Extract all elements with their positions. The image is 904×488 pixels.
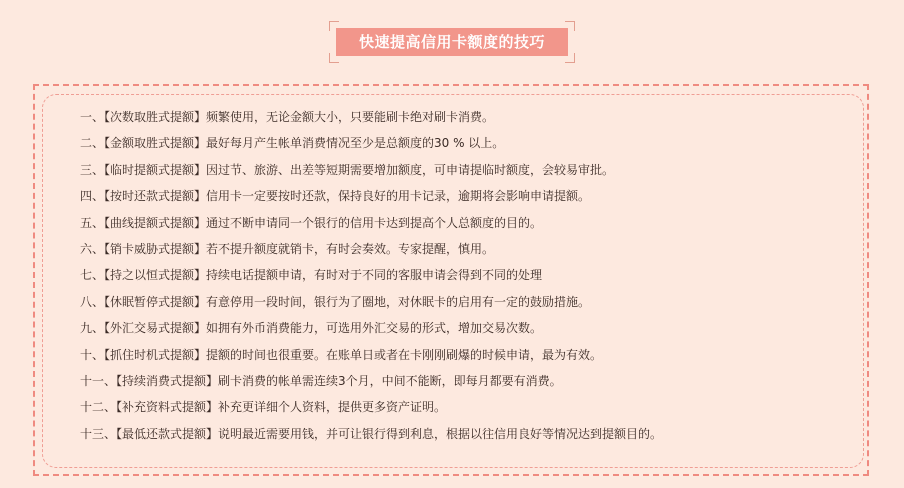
tip-item-11: 十一、【持续消费式提额】刷卡消费的帐单需连续3个月，中间不能断，即每月都要有消费。	[80, 373, 562, 388]
tip-item-7: 七、【持之以恒式提额】持续电话提额申请，有时对于不同的客服申请会得到不同的处理	[80, 268, 543, 283]
page-title: 快速提高信用卡额度的技巧	[336, 28, 568, 56]
tips-list	[80, 104, 860, 447]
tip-item-1: 一、【次数取胜式提额】频繁使用，无论金额大小，只要能刷卡绝对刷卡消费。	[80, 110, 495, 124]
tip-item-10: 十、【抓住时机式提额】提额的时间也很重要。在账单日或者在卡刚刚刷爆的时候申请，最为有效。	[80, 347, 603, 362]
tip-item-3: 三、【临时提额式提额】因过节、旅游、出差等短期需要增加额度，可申请提临时额度，会较易审批。	[80, 162, 615, 177]
tip-item-8: 八、【休眠暂停式提额】有意停用一段时间，银行为了圈地，对休眠卡的启用有一定的鼓励措施。	[80, 294, 591, 309]
tip-item-4: 四、【按时还款式提额】信用卡一定要按时还款，保持良好的用卡记录，逾期将会影响申请提额。	[80, 189, 591, 204]
tip-item-13: 十三、【最低还款式提额】说明最近需要用钱，并可让银行得到利息，根据以往信用良好等情况达到提额目的。	[80, 426, 663, 441]
tip-item-6: 六、【销卡威胁式提额】若不提升额度就销卡，有时会奏效。专家提醒，慎用。	[80, 241, 495, 256]
tip-item-2: 二、【金额取胜式提额】最好每月产生帐单消费情况至少是总额度的30 % 以上。	[80, 136, 505, 151]
title-banner	[329, 21, 575, 63]
tip-item-5: 五、【曲线提额式提额】通过不断申请同一个银行的信用卡达到提高个人总额度的目的。	[80, 215, 543, 230]
tip-item-12: 十二、【补充资料式提额】补充更详细个人资料，提供更多资产证明。	[80, 400, 447, 415]
tip-item-9: 九、【外汇交易式提额】如拥有外币消费能力，可选用外汇交易的形式，增加交易次数。	[80, 321, 543, 336]
